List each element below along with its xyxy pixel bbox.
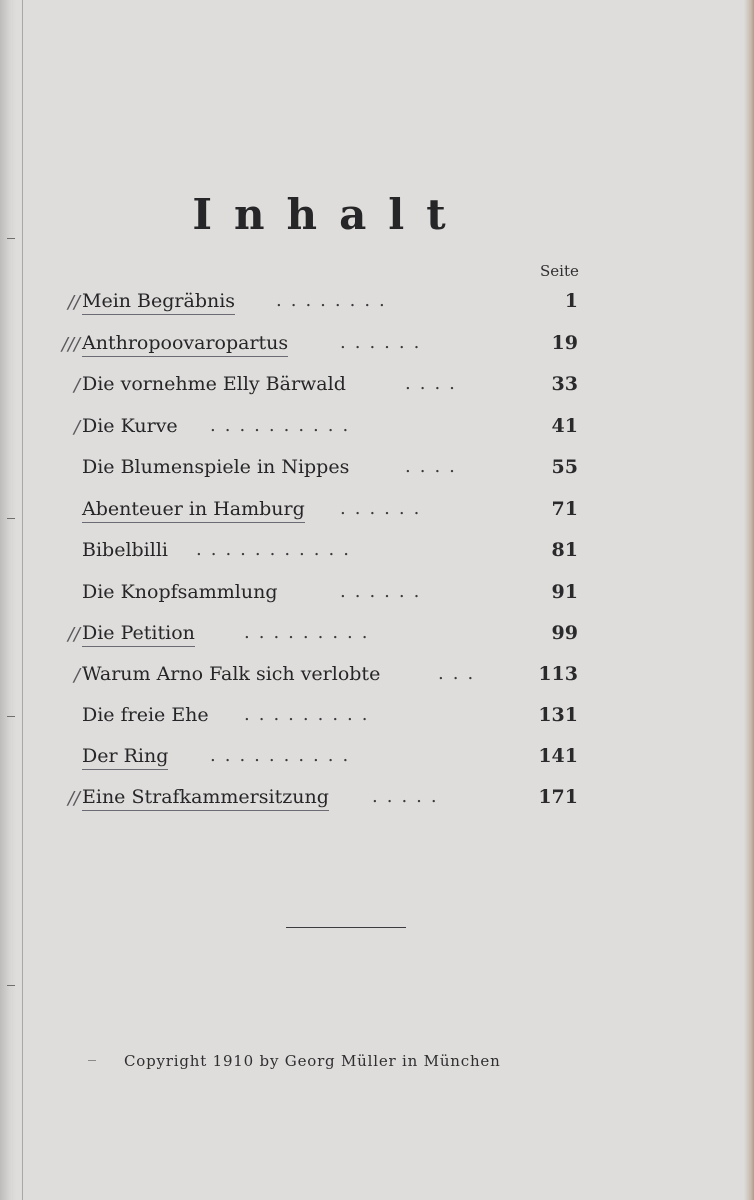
- pencil-mark: //: [67, 292, 80, 313]
- pencil-mark: /: [73, 375, 80, 396]
- leader-dots: .....: [372, 786, 446, 807]
- toc-entry: [0, 786, 754, 816]
- toc-entry-title: Warum Arno Falk sich verlobte: [82, 663, 381, 685]
- toc-entry-page: 91: [551, 581, 578, 603]
- leader-dots: ....: [405, 373, 464, 394]
- toc-entry: [0, 581, 754, 611]
- toc-entry-page: 81: [551, 539, 578, 561]
- toc-entry: [0, 332, 754, 362]
- page-column-header: Seite: [540, 262, 579, 280]
- pencil-mark: //: [67, 788, 80, 809]
- toc-entry-page: 71: [551, 498, 578, 520]
- leader-dots: ...........: [196, 539, 358, 560]
- toc-entry-title: Der Ring: [82, 745, 168, 770]
- toc-entry-title: Bibelbilli: [82, 539, 168, 561]
- separator-rule: [286, 927, 406, 928]
- leader-dots: ......: [340, 498, 429, 519]
- pencil-mark: /: [73, 665, 80, 686]
- margin-dash: [88, 1060, 96, 1061]
- toc-entry-title: Abenteuer in Hamburg: [82, 498, 305, 523]
- margin-tick: [7, 985, 15, 986]
- leader-dots: ..........: [210, 415, 358, 436]
- toc-entry-title: Die Knopfsammlung: [82, 581, 278, 603]
- toc-entry: [0, 622, 754, 652]
- leader-dots: .........: [244, 704, 377, 725]
- page-title: Inhalt: [192, 190, 468, 239]
- toc-entry-title: Mein Begräbnis: [82, 290, 235, 315]
- toc-entry: [0, 373, 754, 403]
- leader-dots: ...: [438, 663, 483, 684]
- toc-entry-page: 99: [551, 622, 578, 644]
- toc-entry: [0, 290, 754, 320]
- toc-entry-title: Die vornehme Elly Bärwald: [82, 373, 346, 395]
- pencil-mark: //: [67, 624, 80, 645]
- leader-dots: ......: [340, 332, 429, 353]
- toc-entry: [0, 704, 754, 734]
- toc-entry-title: Die freie Ehe: [82, 704, 209, 726]
- toc-entry-page: 141: [538, 745, 578, 767]
- toc-entry: [0, 498, 754, 528]
- toc-entry-page: 55: [551, 456, 578, 478]
- toc-entry-page: 1: [564, 290, 578, 312]
- toc-entry-title: Eine Strafkammersitzung: [82, 786, 329, 811]
- toc-entry-page: 171: [538, 786, 578, 808]
- toc-entry-page: 113: [538, 663, 578, 685]
- toc-entry: [0, 415, 754, 445]
- leader-dots: ..........: [210, 745, 358, 766]
- toc-entry-page: 131: [538, 704, 578, 726]
- toc-entry-page: 33: [551, 373, 578, 395]
- toc-entry-page: 41: [551, 415, 578, 437]
- toc-entry: [0, 663, 754, 693]
- pencil-mark: ///: [61, 334, 80, 355]
- toc-entry-title: Anthropoovaropartus: [82, 332, 288, 357]
- pencil-mark: /: [73, 417, 80, 438]
- copyright-notice: Copyright 1910 by Georg Müller in München: [124, 1052, 501, 1070]
- toc-entry: [0, 456, 754, 486]
- leader-dots: ....: [405, 456, 464, 477]
- toc-entry-title: Die Petition: [82, 622, 195, 647]
- toc-entry: [0, 539, 754, 569]
- toc-entry-title: Die Blumenspiele in Nippes: [82, 456, 350, 478]
- toc-entry: [0, 745, 754, 775]
- toc-entry-title: Die Kurve: [82, 415, 178, 437]
- leader-dots: .........: [244, 622, 377, 643]
- leader-dots: ........: [276, 290, 394, 311]
- leader-dots: ......: [340, 581, 429, 602]
- toc-entry-page: 19: [551, 332, 578, 354]
